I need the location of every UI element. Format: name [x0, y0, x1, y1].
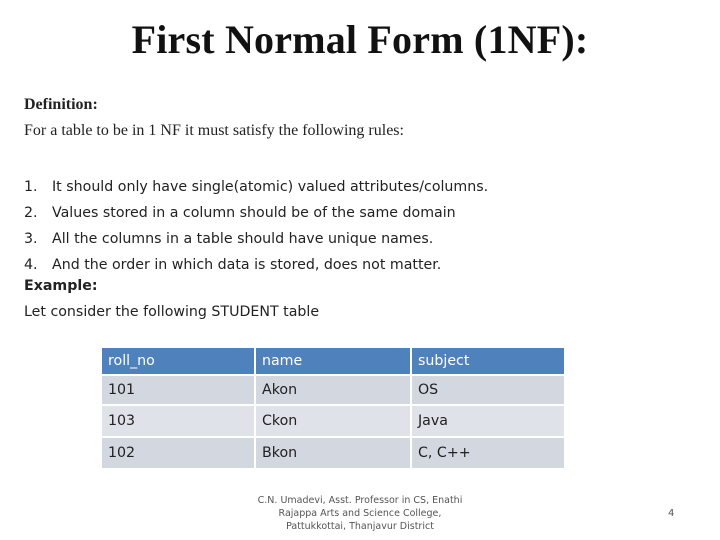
table-cell: Akon [256, 376, 410, 404]
rule-text: All the columns in a table should have unique names. [52, 231, 434, 247]
table-cell: 101 [102, 376, 254, 404]
column-header-roll-no: roll_no [102, 348, 254, 374]
table-cell: 103 [102, 406, 254, 436]
column-header-subject: subject [412, 348, 564, 374]
table-row [102, 406, 564, 436]
column-header-name: name [256, 348, 410, 374]
definition-label: Definition: [24, 96, 98, 113]
footer-line: Pattukkottai, Thanjavur District [286, 521, 434, 532]
example-text: Let consider the following STUDENT table [24, 304, 320, 320]
table-cell: Bkon [256, 438, 410, 468]
rule-text: Values stored in a column should be of the same domain [52, 205, 456, 221]
definition-text: For a table to be in 1 NF it must satisfy the following rules: [24, 122, 404, 139]
rule-item [24, 252, 488, 278]
rule-text: And the order in which data is stored, does not matter. [52, 257, 442, 273]
rule-number: 2. [24, 205, 38, 221]
slide-title: First Normal Form (1NF): [131, 17, 589, 62]
footer-line: Rajappa Arts and Science College, [278, 508, 442, 519]
example-label: Example: [24, 278, 98, 294]
table-row [102, 438, 564, 468]
page-number: 4 [668, 508, 675, 519]
slide-footer [240, 494, 480, 533]
rule-number: 1. [24, 179, 38, 195]
table-cell: OS [412, 376, 564, 404]
table-cell: C, C++ [412, 438, 564, 468]
table-cell: Ckon [256, 406, 410, 436]
rule-number: 4. [24, 257, 38, 273]
table-header-row [102, 348, 564, 374]
rule-text: It should only have single(atomic) valued attributes/columns. [52, 179, 489, 195]
rule-item [24, 226, 488, 252]
rule-number: 3. [24, 231, 38, 247]
student-table [100, 346, 566, 470]
table-cell: 102 [102, 438, 254, 468]
rule-item [24, 174, 488, 200]
table-row [102, 376, 564, 404]
rules-list [24, 174, 488, 278]
footer-line: C.N. Umadevi, Asst. Professor in CS, Enathi [257, 495, 463, 506]
table-cell: Java [412, 406, 564, 436]
rule-item [24, 200, 488, 226]
